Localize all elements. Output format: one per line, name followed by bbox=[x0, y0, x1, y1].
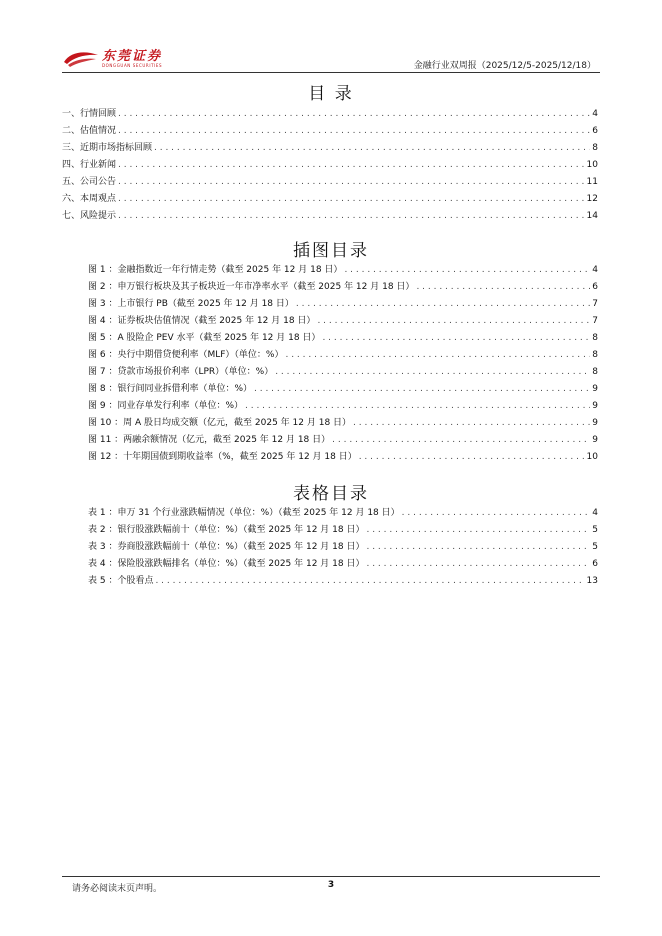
figure-toc-entry-label: 图 8 ：银行间同业拆借利率（单位：%） bbox=[88, 384, 253, 394]
toc-entry-page: 11 bbox=[586, 177, 598, 187]
figure-toc-entry[interactable] bbox=[88, 432, 598, 449]
table-toc-entry[interactable] bbox=[88, 573, 598, 590]
toc-list bbox=[0, 106, 662, 225]
page-number: 3 bbox=[327, 880, 335, 890]
header-divider bbox=[62, 72, 600, 73]
figure-toc-entry-label: 图 6 ：央行中期借贷便利率（MLF）（单位：%） bbox=[88, 350, 284, 360]
table-toc-entry-page: 4 bbox=[592, 508, 598, 518]
figure-toc-entry-label: 图 7 ：贷款市场报价利率（LPR）（单位：%） bbox=[88, 367, 274, 377]
figure-toc-entry-page: 9 bbox=[592, 384, 598, 394]
table-toc-entry[interactable] bbox=[88, 556, 598, 573]
figure-toc-entry-page: 9 bbox=[592, 418, 598, 428]
toc-entry[interactable] bbox=[62, 191, 598, 208]
dot-leader bbox=[245, 398, 590, 415]
dot-leader bbox=[296, 296, 590, 313]
toc-entry[interactable] bbox=[62, 123, 598, 140]
figure-toc-entry-page: 6 bbox=[592, 282, 598, 292]
figure-toc-entry[interactable] bbox=[88, 313, 598, 330]
figure-toc-entry-page: 10 bbox=[586, 452, 598, 462]
dot-leader bbox=[154, 140, 590, 157]
dot-leader bbox=[322, 330, 590, 347]
toc-entry-label: 三、近期市场指标回顾 bbox=[62, 143, 153, 153]
table-toc-entry-page: 6 bbox=[592, 559, 598, 569]
figure-toc-entry[interactable] bbox=[88, 364, 598, 381]
table-toc-entry[interactable] bbox=[88, 505, 598, 522]
dot-leader bbox=[118, 174, 585, 191]
figure-toc-entry-page: 7 bbox=[592, 316, 598, 326]
dot-leader bbox=[118, 191, 585, 208]
dot-leader bbox=[359, 449, 585, 466]
figure-toc-entry-page: 4 bbox=[592, 265, 598, 275]
figure-toc-entry-label: 图 5 ：A 股险企 PEV 水平（截至 2025 年 12 月 18 日） bbox=[88, 333, 321, 343]
toc-entry-label: 二、估值情况 bbox=[62, 126, 117, 136]
toc-entry-page: 8 bbox=[592, 143, 598, 153]
toc-title: 目 录 bbox=[308, 84, 354, 104]
toc-entry[interactable] bbox=[62, 174, 598, 191]
dot-leader bbox=[118, 106, 590, 123]
toc-entry[interactable] bbox=[62, 106, 598, 123]
table-toc-entry-label: 表 3 ：券商股涨跌幅前十（单位：%）（截至 2025 年 12 月 18 日） bbox=[88, 542, 365, 552]
dot-leader bbox=[366, 556, 590, 573]
tables-toc-title: 表格目录 bbox=[293, 484, 369, 504]
logo-english-name: DONGGUAN SECURITIES bbox=[102, 63, 163, 68]
figure-toc-entry-page: 7 bbox=[592, 299, 598, 309]
dot-leader bbox=[366, 539, 590, 556]
table-toc-entry[interactable] bbox=[88, 539, 598, 556]
dot-leader bbox=[118, 208, 585, 225]
logo-chinese-name: 东莞证券 bbox=[102, 49, 163, 64]
company-logo-icon bbox=[62, 50, 100, 68]
dot-leader bbox=[118, 123, 590, 140]
toc-entry[interactable] bbox=[62, 208, 598, 225]
table-toc-entry[interactable] bbox=[88, 522, 598, 539]
table-toc-entry-page: 5 bbox=[592, 525, 598, 535]
figures-toc-list bbox=[0, 262, 662, 466]
toc-entry-label: 七、风险提示 bbox=[62, 211, 117, 221]
dot-leader bbox=[332, 432, 590, 449]
dot-leader bbox=[344, 262, 590, 279]
figure-toc-entry[interactable] bbox=[88, 279, 598, 296]
figure-toc-entry[interactable] bbox=[88, 381, 598, 398]
dot-leader bbox=[254, 381, 590, 398]
toc-entry[interactable] bbox=[62, 140, 598, 157]
figure-toc-entry[interactable] bbox=[88, 296, 598, 313]
figure-toc-entry-label: 图 9 ：同业存单发行利率（单位：%） bbox=[88, 401, 244, 411]
dot-leader bbox=[118, 157, 585, 174]
toc-entry-page: 12 bbox=[586, 194, 598, 204]
table-toc-entry-label: 表 4 ：保险股涨跌幅排名（单位：%）（截至 2025 年 12 月 18 日） bbox=[88, 559, 365, 569]
figure-toc-entry-page: 8 bbox=[592, 367, 598, 377]
figure-toc-entry[interactable] bbox=[88, 449, 598, 466]
toc-entry-label: 五、公司公告 bbox=[62, 177, 117, 187]
table-toc-entry-page: 13 bbox=[586, 576, 598, 586]
toc-entry-label: 一、行情回顾 bbox=[62, 109, 117, 119]
figures-toc-title: 插图目录 bbox=[293, 241, 369, 261]
figure-toc-entry[interactable] bbox=[88, 330, 598, 347]
table-toc-entry-label: 表 5 ：个股看点 bbox=[88, 576, 154, 586]
figure-toc-entry-label: 图 4 ：证券板块估值情况（截至 2025 年 12 月 18 日） bbox=[88, 316, 316, 326]
company-logo bbox=[62, 47, 162, 71]
figure-toc-entry-label: 图 3 ：上市银行 PB（截至 2025 年 12 月 18 日） bbox=[88, 299, 294, 309]
figure-toc-entry-page: 9 bbox=[592, 401, 598, 411]
figure-toc-entry[interactable] bbox=[88, 262, 598, 279]
figure-toc-entry-page: 9 bbox=[592, 435, 598, 445]
toc-entry-page: 4 bbox=[592, 109, 598, 119]
dot-leader bbox=[285, 347, 590, 364]
figure-toc-entry-page: 8 bbox=[592, 333, 598, 343]
dot-leader bbox=[416, 279, 590, 296]
toc-entry-page: 10 bbox=[586, 160, 598, 170]
figure-toc-entry-label: 图 12 ：十年期国债到期收益率（%，截至 2025 年 12 月 18 日） bbox=[88, 452, 357, 462]
dot-leader bbox=[275, 364, 590, 381]
toc-entry-label: 六、本周观点 bbox=[62, 194, 117, 204]
tables-toc-list bbox=[0, 505, 662, 590]
table-toc-entry-page: 5 bbox=[592, 542, 598, 552]
disclaimer-note: 请务必阅读末页声明。 bbox=[72, 884, 163, 894]
figure-toc-entry[interactable] bbox=[88, 347, 598, 364]
figure-toc-entry-label: 图 1 ：金融指数近一年行情走势（截至 2025 年 12 月 18 日） bbox=[88, 265, 343, 275]
dot-leader bbox=[366, 522, 590, 539]
toc-entry-page: 14 bbox=[586, 211, 598, 221]
toc-entry[interactable] bbox=[62, 157, 598, 174]
report-title: 金融行业双周报（2025/12/5-2025/12/18） bbox=[413, 61, 596, 71]
dot-leader bbox=[402, 505, 591, 522]
figure-toc-entry[interactable] bbox=[88, 398, 598, 415]
figure-toc-entry[interactable] bbox=[88, 415, 598, 432]
figure-toc-entry-label: 图 2 ：申万银行板块及其子板块近一年市净率水平（截至 2025 年 12 月 18 日） bbox=[88, 282, 415, 292]
toc-entry-page: 6 bbox=[592, 126, 598, 136]
figure-toc-entry-label: 图 11 ：两融余额情况（亿元，截至 2025 年 12 月 18 日） bbox=[88, 435, 331, 445]
table-toc-entry-label: 表 1 ：申万 31 个行业涨跌幅情况（单位：%）（截至 2025 年 12 月 18 日） bbox=[88, 508, 400, 518]
toc-entry-label: 四、行业新闻 bbox=[62, 160, 117, 170]
dot-leader bbox=[353, 415, 590, 432]
dot-leader bbox=[155, 573, 584, 590]
table-toc-entry-label: 表 2 ：银行股涨跌幅前十（单位：%）（截至 2025 年 12 月 18 日） bbox=[88, 525, 365, 535]
figure-toc-entry-label: 图 10 ：周 A 股日均成交额（亿元，截至 2025 年 12 月 18 日） bbox=[88, 418, 352, 428]
footer-divider bbox=[62, 876, 600, 877]
figure-toc-entry-page: 8 bbox=[592, 350, 598, 360]
dot-leader bbox=[317, 313, 590, 330]
